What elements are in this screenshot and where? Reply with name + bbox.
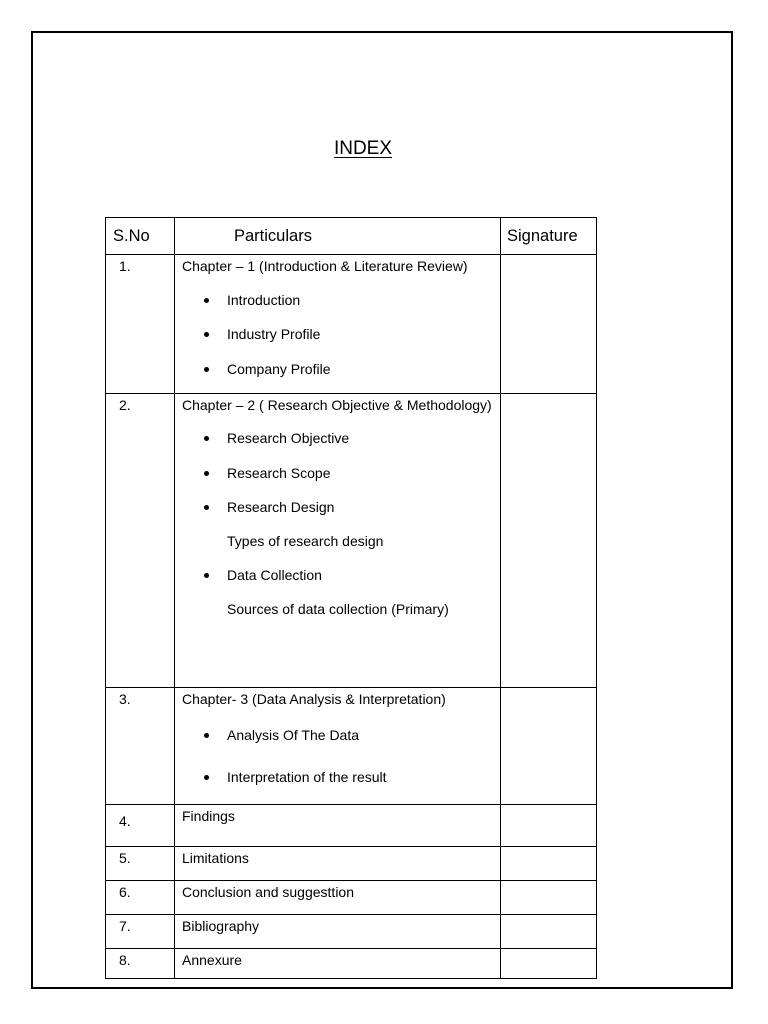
row-sno: 8. [106, 949, 175, 979]
list-item: Sources of data collection (Primary) [227, 601, 449, 617]
row-sno: 4. [106, 805, 175, 847]
table-row [106, 394, 597, 688]
chapter-title: Limitations [182, 850, 249, 866]
list-item: Types of research design [227, 533, 384, 549]
row-sno: 3. [106, 688, 175, 805]
chapter-title: Chapter – 2 ( Research Objective & Methodology) [182, 397, 492, 413]
list-item: Analysis Of The Data [182, 725, 492, 745]
table-row [106, 688, 597, 805]
table-row [106, 915, 597, 949]
row-particulars [175, 847, 501, 881]
table-row [106, 805, 597, 847]
header-sno: S.No [106, 218, 175, 255]
list-item: Interpretation of the result [182, 767, 492, 787]
chapter-title: Conclusion and suggesttion [182, 884, 355, 900]
list-item: Introduction [182, 290, 492, 310]
signature-cell[interactable] [501, 688, 597, 805]
row-sno: 6. [106, 881, 175, 915]
chapter-title: Bibliography [182, 918, 260, 934]
signature-cell[interactable] [501, 881, 597, 915]
row-sno: 7. [106, 915, 175, 949]
signature-cell[interactable] [501, 915, 597, 949]
row-particulars [175, 255, 501, 394]
chapter-title: Chapter – 1 (Introduction & Literature Review) [182, 258, 468, 274]
index-table [105, 217, 597, 979]
table-row [106, 949, 597, 979]
chapter-title: Findings [182, 808, 235, 824]
header-signature: Signature [501, 218, 597, 255]
chapter-title: Annexure [182, 952, 242, 968]
table-row [106, 881, 597, 915]
page-title: INDEX [333, 138, 393, 159]
row-particulars [175, 949, 501, 979]
table-row [106, 847, 597, 881]
list-item: Research Design [182, 497, 492, 517]
row-particulars [175, 915, 501, 949]
row-particulars [175, 805, 501, 847]
row-sno: 5. [106, 847, 175, 881]
signature-cell[interactable] [501, 949, 597, 979]
list-item: Data Collection [182, 565, 492, 585]
row-particulars [175, 394, 501, 688]
table-row [106, 255, 597, 394]
list-item: Research Scope [182, 463, 492, 483]
signature-cell[interactable] [501, 255, 597, 394]
row-particulars [175, 688, 501, 805]
table-header-row [106, 218, 597, 255]
list-item: Industry Profile [182, 324, 492, 344]
list-item: Company Profile [182, 359, 492, 379]
header-particulars: Particulars [175, 218, 501, 255]
chapter-title: Chapter- 3 (Data Analysis & Interpretation) [182, 691, 446, 707]
list-item: Research Objective [182, 428, 492, 448]
signature-cell[interactable] [501, 805, 597, 847]
signature-cell[interactable] [501, 847, 597, 881]
row-sno: 1. [106, 255, 175, 394]
row-particulars [175, 881, 501, 915]
signature-cell[interactable] [501, 394, 597, 688]
row-sno: 2. [106, 394, 175, 688]
